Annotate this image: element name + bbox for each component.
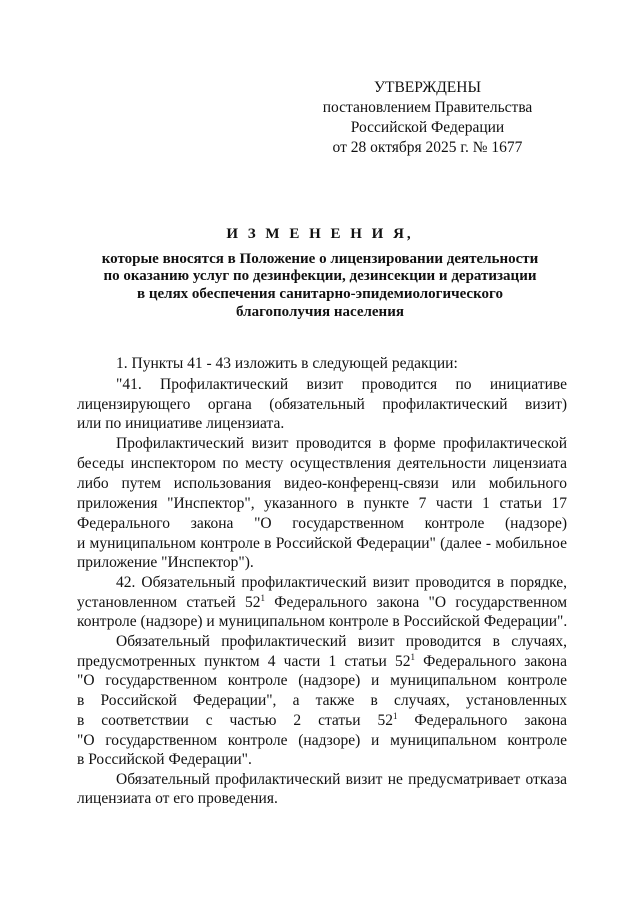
paragraph-line: либо путем использования видео-конференц-связи или мобильного (77, 475, 567, 492)
paragraph-line: Обязательный профилактический визит проводится в случаях, (116, 633, 567, 650)
text-fragment: Федерального закона (397, 712, 567, 729)
approval-line: постановлением Правительства (322, 99, 533, 116)
subtitle-line: в целях обеспечения санитарно-эпидемиологического (137, 286, 503, 302)
approval-heading: УТВЕРЖДЕНЫ (374, 79, 481, 96)
text-fragment: предусмотренных пунктом 4 части 1 статьи 52 (77, 653, 411, 670)
approval-line: Российской Федерации (350, 119, 505, 136)
paragraph-line: лицензиата от его проведения. (77, 790, 278, 807)
paragraph-line: в Российской Федерации". (77, 751, 252, 768)
subtitle-line: которые вносятся в Положение о лицензировании деятельности (101, 251, 539, 267)
superscript: 1 (260, 593, 265, 603)
paragraph-line: беседы инспектором по месту осуществления деятельности лицензиата (77, 455, 567, 472)
text-fragment: установленном статьей 52 (77, 594, 261, 611)
subtitle-line: благополучия населения (236, 304, 404, 320)
superscript: 1 (392, 711, 398, 721)
paragraph-line: или по инициативе лицензиата. (77, 415, 285, 432)
paragraph-line: лицензирующего органа (обязательный профилактический визит) (77, 396, 567, 413)
paragraph-line: контроле (надзоре) и муниципальном контроле в Российской Федерации". (77, 613, 568, 630)
paragraph-line: "41. Профилактический визит проводится по инициативе (116, 376, 567, 393)
paragraph-line: 42. Обязательный профилактический визит проводится в порядке, (116, 574, 567, 591)
paragraph-line: "О государственном контроле (надзоре) и муниципальном контроле (77, 672, 567, 689)
text-fragment: в соответствии с частью 2 статьи 52 (77, 712, 393, 729)
text-fragment: Федерального закона "О государственном (265, 594, 568, 611)
paragraph-line: 1. Пункты 41 - 43 изложить в следующей редакции: (116, 355, 458, 372)
paragraph-line: "О государственном контроле (надзоре) и муниципальном контроле (77, 732, 567, 749)
paragraph-line: Профилактический визит проводится в форме профилактической (116, 435, 567, 452)
text-fragment: Федерального закона (414, 653, 567, 670)
paragraph-line: Обязательный профилактический визит не предусматривает отказа (116, 771, 567, 788)
paragraph-line (77, 593, 567, 613)
paragraph-line: Федерального закона "О государственном контроле (надзоре) (77, 515, 567, 532)
paragraph-line: и муниципальном контроле в Российской Федерации" (далее - мобильное (77, 535, 567, 552)
paragraph-line: в Российской Федерации", а также в случаях, установленных (77, 692, 567, 709)
paragraph-line (77, 711, 567, 731)
paragraph-line: приложение "Инспектор"). (77, 554, 254, 571)
superscript: 1 (410, 652, 415, 662)
approval-date: от 28 октября 2025 г. № 1677 (332, 139, 523, 156)
paragraph-line: приложения "Инспектор", указанного в пункте 7 части 1 статьи 17 (77, 495, 567, 512)
document-title: И З М Е Н Е Н И Я, (226, 226, 414, 242)
paragraph-line (77, 652, 567, 672)
subtitle-line: по оказанию услуг по дезинфекции, дезинсекции и дератизации (103, 268, 537, 284)
